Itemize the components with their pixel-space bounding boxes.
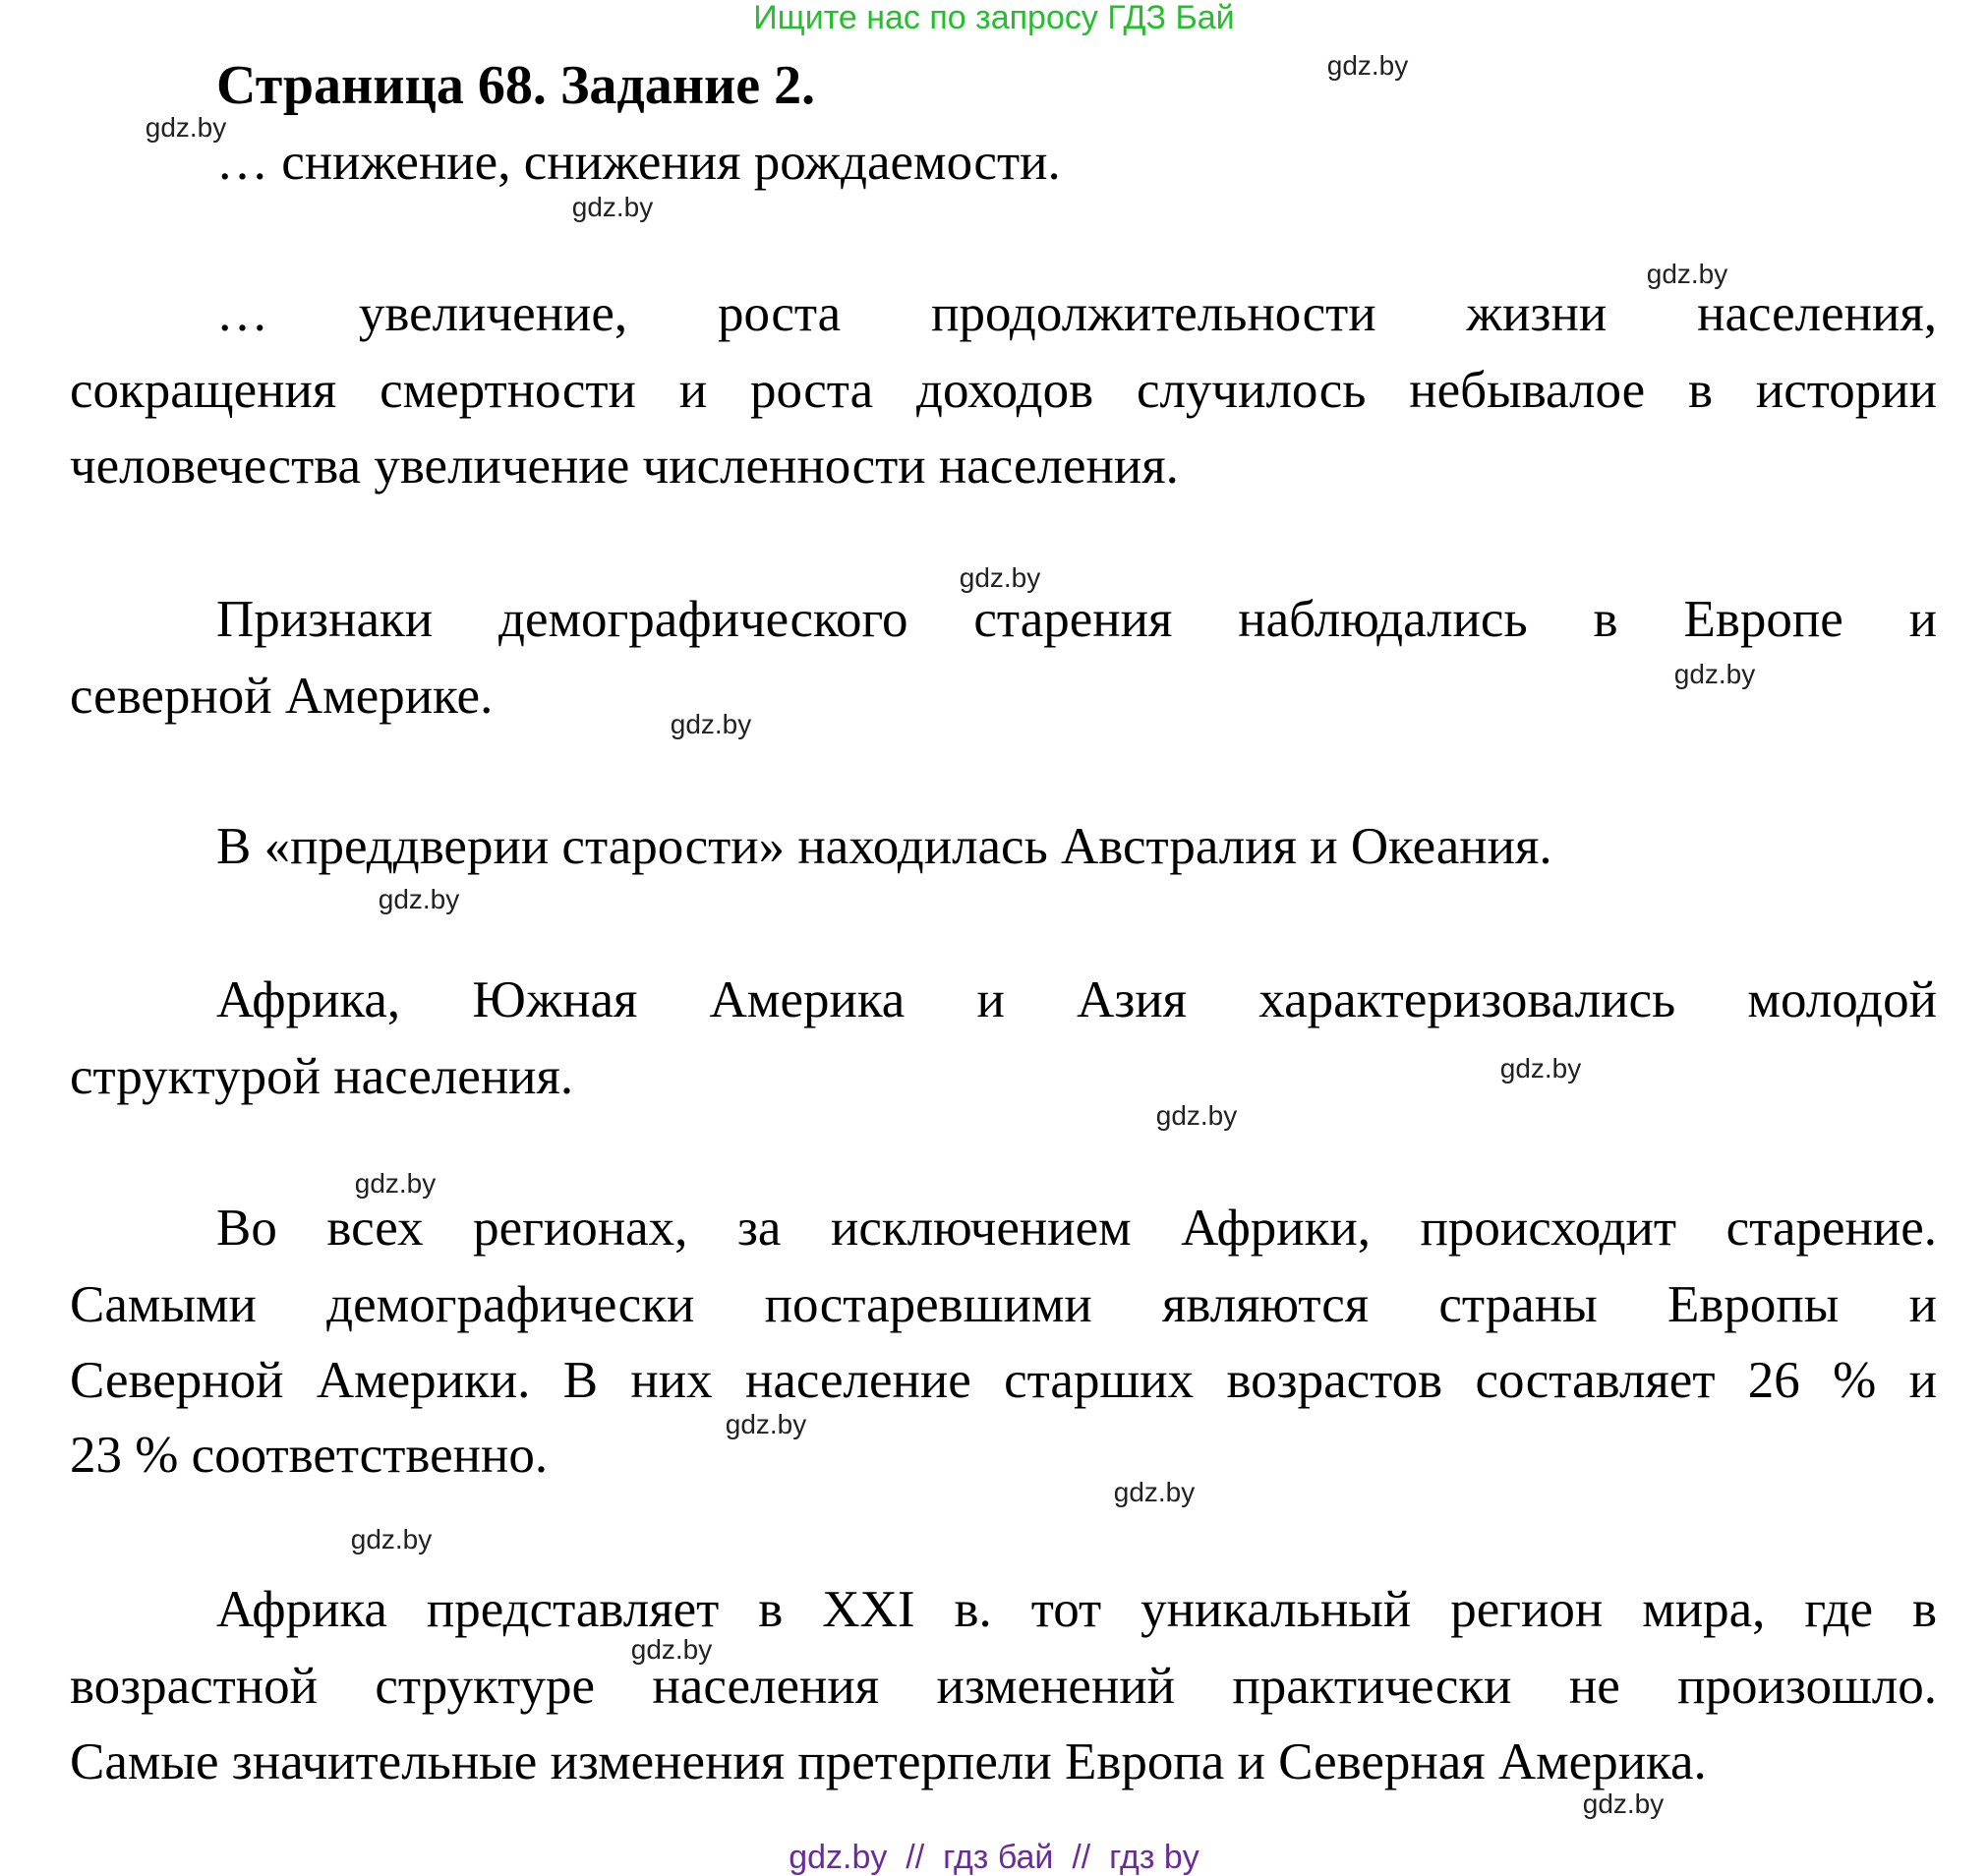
page-title: Страница 68. Задание 2. (216, 55, 816, 116)
text-line: Африка, Южная Америка и Азия характеризовались молодой (216, 971, 1937, 1028)
search-banner: Ищите нас по запросу ГДЗ Бай (753, 0, 1235, 36)
watermark: gdz.by (1673, 659, 1756, 689)
text-line: Во всех регионах, за исключением Африки, происходит старение. (216, 1200, 1937, 1257)
watermark: gdz.by (1499, 1053, 1582, 1084)
watermark: gdz.by (571, 192, 654, 222)
watermark: gdz.by (959, 562, 1041, 593)
watermark: gdz.by (725, 1409, 807, 1439)
text-line: возрастной структуре населения изменений практически не произошло. (70, 1658, 1937, 1715)
text-line: Северной Америки. В них население старших возрастов составляет 26 % и (70, 1352, 1937, 1409)
text-line: В «преддверии старости» находилась Австралия и Океания. (216, 818, 1552, 875)
watermark: gdz.by (630, 1634, 713, 1665)
text-line: Африка представляет в XXI в. тот уникальный регион мира, где в (216, 1581, 1937, 1638)
watermark: gdz.by (670, 709, 752, 739)
watermark: gdz.by (1113, 1477, 1196, 1507)
watermark: gdz.by (145, 112, 227, 143)
text-line: Самыми демографически постаревшими являются страны Европы и (70, 1276, 1937, 1333)
text-line: северной Америке. (70, 668, 494, 725)
text-line: структурой населения. (70, 1048, 574, 1105)
text-line: … увеличение, роста продолжительности жизни населения, (216, 285, 1937, 342)
text-line: Самые значительные изменения претерпели Европа и Северная Америка. (70, 1733, 1707, 1790)
watermark: gdz.by (1155, 1100, 1238, 1131)
footer-links: gdz.by // гдз бай // гдз by (789, 1839, 1199, 1876)
watermark: gdz.by (350, 1524, 433, 1554)
text-line: … снижение, снижения рождаемости. (216, 134, 1061, 191)
watermark: gdz.by (378, 884, 460, 914)
watermark: gdz.by (354, 1168, 437, 1199)
text-line: Признаки демографического старения наблюдались в Европе и (216, 591, 1937, 648)
text-line: сокращения смертности и роста доходов случилось небывалое в истории (70, 362, 1937, 419)
watermark: gdz.by (1582, 1788, 1665, 1819)
watermark: gdz.by (1326, 50, 1409, 81)
text-line: человечества увеличение численности населения. (70, 438, 1179, 495)
watermark: gdz.by (1646, 259, 1728, 289)
text-line: 23 % соответственно. (70, 1427, 549, 1484)
